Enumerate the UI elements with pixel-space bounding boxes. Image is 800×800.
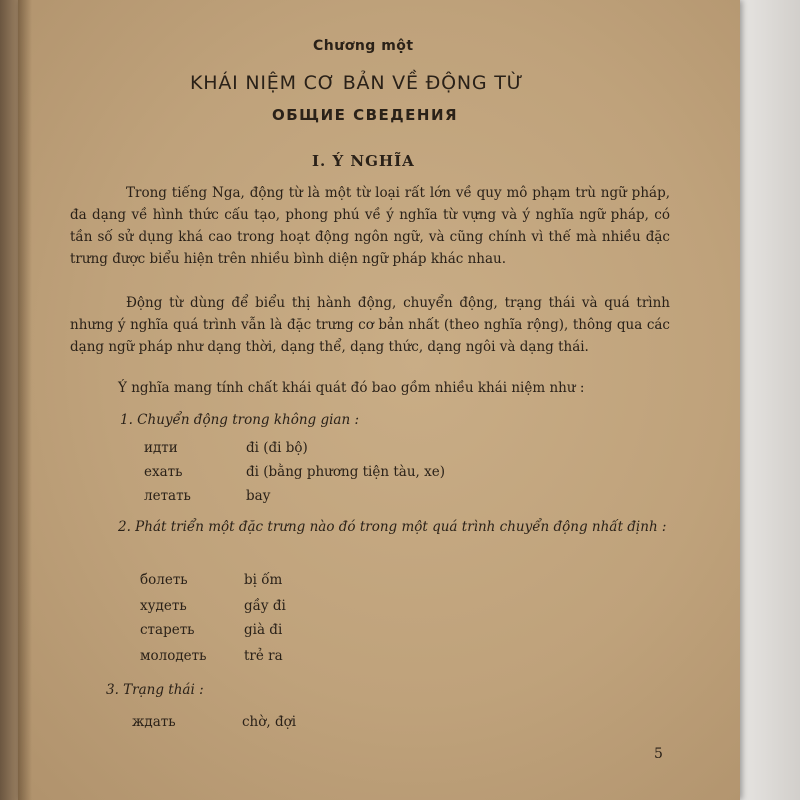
page-crease [18, 0, 32, 800]
list-item-heading: 1. Chuyển động trong không gian : [120, 412, 360, 428]
book-page [18, 0, 740, 800]
russian-word: худеть [140, 598, 187, 614]
vietnamese-translation: bị ốm [244, 572, 283, 588]
chapter-title-russian: ОБЩИЕ СВЕДЕНИЯ [272, 106, 459, 124]
paragraph-1: Trong tiếng Nga, động từ là một từ loại rất lớn về quy mô phạm trù ngữ pháp, đa dạng về hình thức cấu tạo, phong phú về ý nghĩa từ vựng và ý nghĩa ngữ pháp, có tần số sử dụng khá cao trong hoạt động ngôn ngữ, và cũng chính vì thế mà nhiều đặc trưng được biểu hiện trên nhiều bình diện ngữ pháp khác nhau. [70, 185, 670, 267]
paragraph-3: Ý nghĩa mang tính chất khái quát đó bao gồm nhiều khái niệm như : [118, 380, 585, 396]
paragraph-2: Động từ dùng để biểu thị hành động, chuyển động, trạng thái và quá trình nhưng ý nghĩa quá trình vẫn là đặc trưng cơ bản nhất (theo nghĩa rộng), thông qua các dạng ngữ pháp như dạng thời, dạng thể, dạng thức, dạng ngôi và dạng thái. [70, 295, 670, 355]
russian-word: идти [144, 440, 178, 456]
vietnamese-translation: chờ, đợi [242, 714, 297, 730]
vietnamese-translation: đi (bằng phương tiện tàu, xe) [246, 464, 445, 480]
list-item-heading: 3. Trạng thái : [106, 682, 204, 698]
vietnamese-translation: già đi [244, 622, 283, 638]
vietnamese-translation: gầy đi [244, 598, 286, 614]
russian-word: ехать [144, 464, 183, 480]
vietnamese-translation: đi (đi bộ) [246, 440, 308, 456]
chapter-title-vietnamese: KHÁI NIỆM CƠ BẢN VỀ ĐỘNG TỪ [190, 72, 524, 94]
vietnamese-translation: trẻ ra [244, 648, 283, 664]
page-number: 5 [654, 746, 663, 762]
list-item-heading: 2. Phát triển một đặc trưng nào đó trong một quá trình chuyển động nhất định : [118, 519, 667, 535]
russian-word: ждать [132, 714, 176, 730]
russian-word: молодеть [140, 648, 207, 664]
russian-word: стареть [140, 622, 195, 638]
section-heading: I. Ý NGHĨA [312, 152, 415, 170]
chapter-label: Chương một [313, 38, 414, 54]
russian-word: болеть [140, 572, 188, 588]
russian-word: летать [144, 488, 191, 504]
vietnamese-translation: bay [246, 488, 271, 504]
